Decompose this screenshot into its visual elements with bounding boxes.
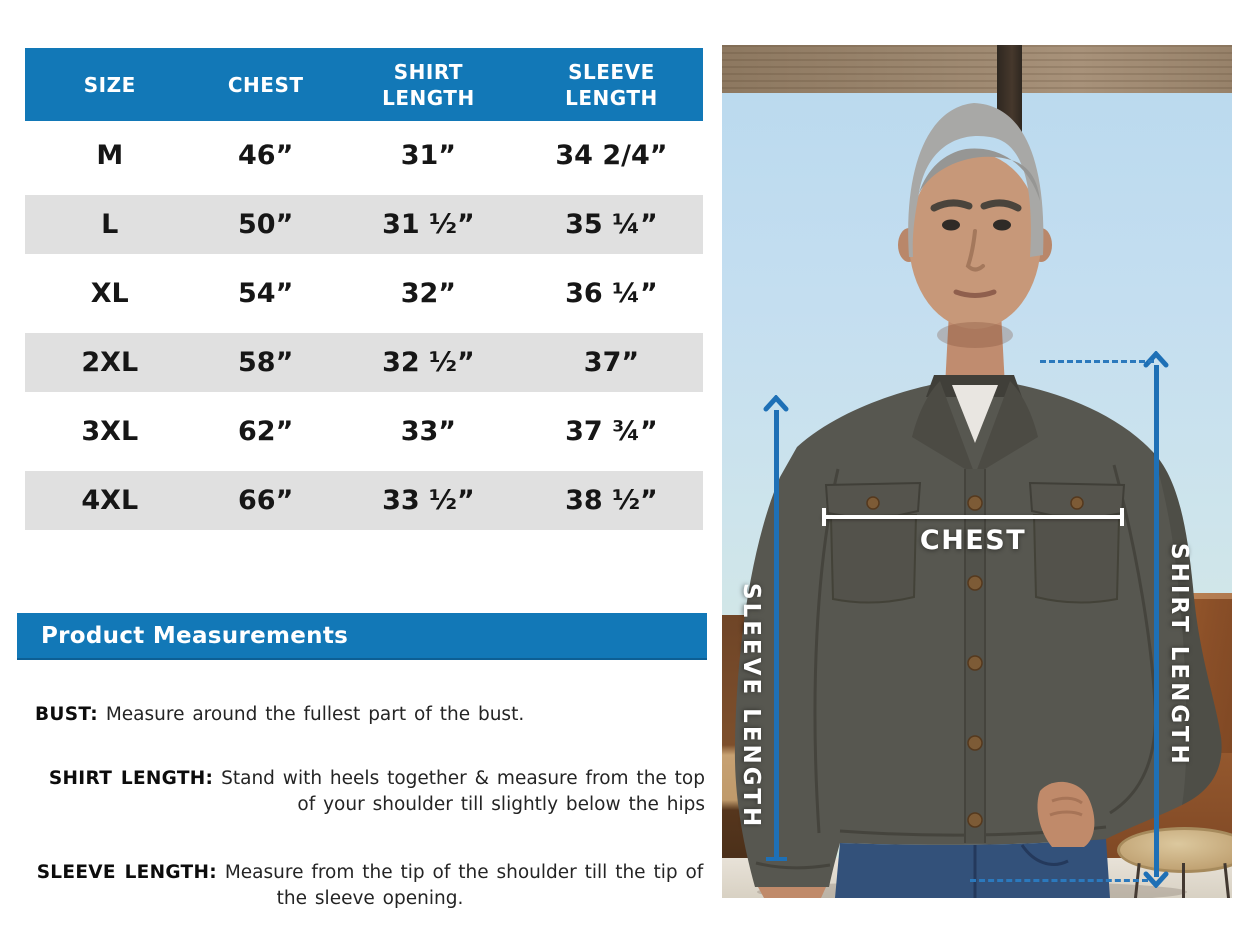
- jeans: [835, 839, 1110, 898]
- bust-description: [35, 702, 705, 728]
- sleeve-length-description: [35, 860, 705, 912]
- table-row: [25, 397, 703, 466]
- shirt-length-value: 31 ½”: [382, 209, 475, 240]
- shirt-dashed-line-bottom: [970, 879, 1148, 882]
- shirt-length-value: 31”: [400, 140, 457, 171]
- chest-value: 54”: [238, 278, 294, 309]
- sleeve-measure-line: [774, 410, 779, 860]
- size-value: L: [101, 209, 119, 240]
- shirt-length-value: 32”: [400, 278, 457, 309]
- size-value: 3XL: [81, 416, 139, 447]
- sleeve-length-value: 37”: [583, 347, 640, 378]
- size-value: 2XL: [81, 347, 139, 378]
- shirt-annotation-label: SHIRT LENGTH: [1166, 543, 1192, 767]
- chest-value: 58”: [238, 347, 294, 378]
- hand-left: [758, 887, 826, 898]
- shirt-length-label: SHIRT LENGTH:: [48, 768, 214, 789]
- sleeve-length-value: 34 2/4”: [555, 140, 668, 171]
- sleeve-length-label: SLEEVE LENGTH:: [36, 862, 217, 883]
- shirt-length-value: 33 ½”: [382, 485, 475, 516]
- header-shirt-length: SHIRT LENGTH: [382, 59, 475, 110]
- chest-value: 46”: [238, 140, 294, 171]
- model-photo: [722, 45, 1232, 898]
- table-row: [25, 466, 703, 535]
- size-table-header: [25, 48, 703, 121]
- arrow-up-icon: [763, 395, 789, 412]
- size-value: 4XL: [81, 485, 139, 516]
- shirt-length-value: 32 ½”: [382, 347, 475, 378]
- chest-measure-arrow: [822, 515, 1124, 519]
- shirt-dashed-line-top: [1040, 360, 1154, 363]
- header-chest: CHEST: [227, 72, 304, 97]
- sleeve-measure-endtick: [766, 857, 787, 861]
- table-row: [25, 259, 703, 328]
- table-row: [25, 121, 703, 190]
- sleeve-length-value: 36 ¼”: [565, 278, 658, 309]
- size-table: [25, 48, 703, 535]
- header-sleeve-length: SLEEVE LENGTH: [565, 59, 658, 110]
- bust-text: Measure around the fullest part of the bust.: [105, 704, 525, 725]
- sleeve-length-text: Measure from the tip of the shoulder till the tip of the sleeve opening.: [224, 862, 704, 909]
- table-row: [25, 190, 703, 259]
- shirt-length-value: 33”: [400, 416, 457, 447]
- product-measurements-bar: [17, 613, 707, 660]
- size-value: M: [96, 140, 124, 171]
- bust-label: BUST:: [35, 704, 98, 725]
- sleeve-length-value: 38 ½”: [565, 485, 658, 516]
- chest-annotation-label: CHEST: [919, 525, 1027, 556]
- shirt-length-text: Stand with heels together & measure from the top of your shoulder till slightly below the hips: [221, 768, 705, 815]
- size-value: XL: [90, 278, 129, 309]
- header-size: SIZE: [83, 72, 136, 97]
- chest-value: 62”: [238, 416, 294, 447]
- chest-value: 50”: [238, 209, 294, 240]
- face: [909, 153, 1041, 348]
- shirt-measure-line: [1154, 365, 1159, 877]
- sleeve-length-value: 35 ¼”: [565, 209, 658, 240]
- product-measurements-title: Product Measurements: [41, 622, 349, 649]
- sleeve-annotation-label: SLEEVE LENGTH: [738, 583, 764, 830]
- shirt-length-description: [35, 766, 705, 818]
- chest-value: 66”: [238, 485, 294, 516]
- sleeve-length-value: 37 ¾”: [565, 416, 658, 447]
- table-row: [25, 328, 703, 397]
